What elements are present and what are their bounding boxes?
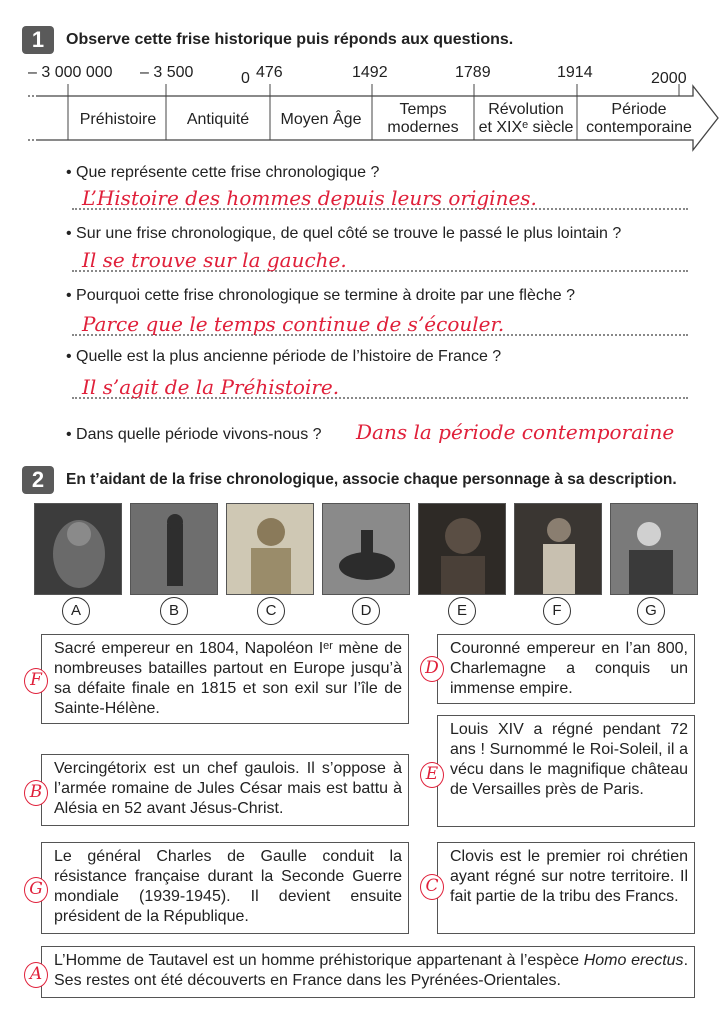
answer-mark: D: [420, 656, 444, 682]
photo-letter: B: [160, 597, 188, 625]
handwritten-answer: Il s’agit de la Préhistoire.: [82, 375, 340, 399]
photo-letter: C: [257, 597, 285, 625]
timeline-date: 476: [256, 64, 283, 81]
period-label: Révolution et XIXᵉ siècle: [478, 101, 574, 136]
louis-xiv-portrait-photo: [418, 503, 506, 595]
timeline-date: 1492: [352, 64, 388, 81]
clovis-equestrian-statue-photo: [322, 503, 410, 595]
photo-letter: D: [352, 597, 380, 625]
timeline-date: 0: [241, 70, 250, 87]
section-title: Observe cette frise historique puis réponds aux questions.: [66, 31, 514, 48]
timeline-date: 1914: [557, 64, 593, 81]
description-box-clovis: Clovis est le premier roi chrétien ayant régné sur notre territoire. Il fait partie de la tribu des Francs.: [437, 842, 695, 934]
answer-mark: A: [24, 962, 48, 988]
timeline-date: 2000: [651, 70, 687, 87]
description-box-napoleon: Sacré empereur en 1804, Napoléon Iᵉʳ mène de nombreuses batailles partout en Europe jusqu’à sa défaite finale en 1815 et son exil sur l’île de Sainte-Hélène.: [41, 634, 409, 724]
vercingetorix-statue-photo: [130, 503, 218, 595]
photo-letter: G: [637, 597, 665, 625]
description-box-louis-xiv: Louis XIV a régné pendant 72 ans ! Surnommé le Roi-Soleil, il a vécu dans le magnifique château de Versailles près de Paris.: [437, 715, 695, 827]
question-text: • Quelle est la plus ancienne période de l’histoire de France ?: [66, 348, 502, 365]
answer-mark: F: [24, 668, 48, 694]
timeline-date: 1789: [455, 64, 491, 81]
description-box-vercingetorix: Vercingétorix est un chef gaulois. Il s’oppose à l’armée romaine de Jules César mais est battu à Alésia en 52 avant Jésus-Christ.: [41, 754, 409, 826]
section-title: En t’aidant de la frise chronologique, associe chaque personnage à sa description.: [66, 471, 677, 488]
question-text: • Que représente cette frise chronologique ?: [66, 164, 380, 181]
timeline-date: – 3 000 000: [28, 64, 113, 81]
description-box-charlemagne: Couronné empereur en l’an 800, Charlemagne a conquis un immense empire.: [437, 634, 695, 704]
period-label: Préhistoire: [79, 111, 157, 128]
question-text: • Sur une frise chronologique, de quel côté se trouve le passé le plus lointain ?: [66, 225, 622, 242]
answer-mark: G: [24, 877, 48, 903]
period-label: Moyen Âge: [280, 111, 362, 128]
handwritten-answer: Parce que le temps continue de s’écouler.: [82, 312, 505, 336]
handwritten-answer: L’Histoire des hommes depuis leurs origines.: [82, 186, 537, 210]
handwritten-answer: Il se trouve sur la gauche.: [82, 248, 347, 272]
period-label: Période contemporaine: [586, 101, 692, 136]
description-box-de-gaulle: Le général Charles de Gaulle conduit la résistance française durant la Seconde Guerre mondiale (1939-1945). Il devient ensuite président de la République.: [41, 842, 409, 934]
charlemagne-portrait-photo: [226, 503, 314, 595]
section-number-badge: 1: [22, 26, 54, 54]
answer-mark: C: [420, 874, 444, 900]
answer-mark: B: [24, 780, 48, 806]
description-box-tautavel: L’Homme de Tautavel est un homme préhistorique appartenant à l’espèce Homo erectus. Ses restes ont été découverts en France dans les Pyrénées-Orientales.: [41, 946, 695, 998]
period-label: Temps modernes: [387, 101, 459, 136]
photo-letter: E: [448, 597, 476, 625]
napoleon-portrait-photo: [514, 503, 602, 595]
handwritten-answer: Dans la période contemporaine: [356, 420, 675, 444]
photo-letter: A: [62, 597, 90, 625]
question-text: • Dans quelle période vivons-nous ?: [66, 426, 322, 443]
section-number-badge: 2: [22, 466, 54, 494]
question-text: • Pourquoi cette frise chronologique se termine à droite par une flèche ?: [66, 287, 576, 304]
photo-letter: F: [543, 597, 571, 625]
period-label: Antiquité: [186, 111, 250, 128]
timeline-date: – 3 500: [140, 64, 194, 81]
answer-mark: E: [420, 762, 444, 788]
de-gaulle-photo: [610, 503, 698, 595]
tautavel-man-photo: [34, 503, 122, 595]
